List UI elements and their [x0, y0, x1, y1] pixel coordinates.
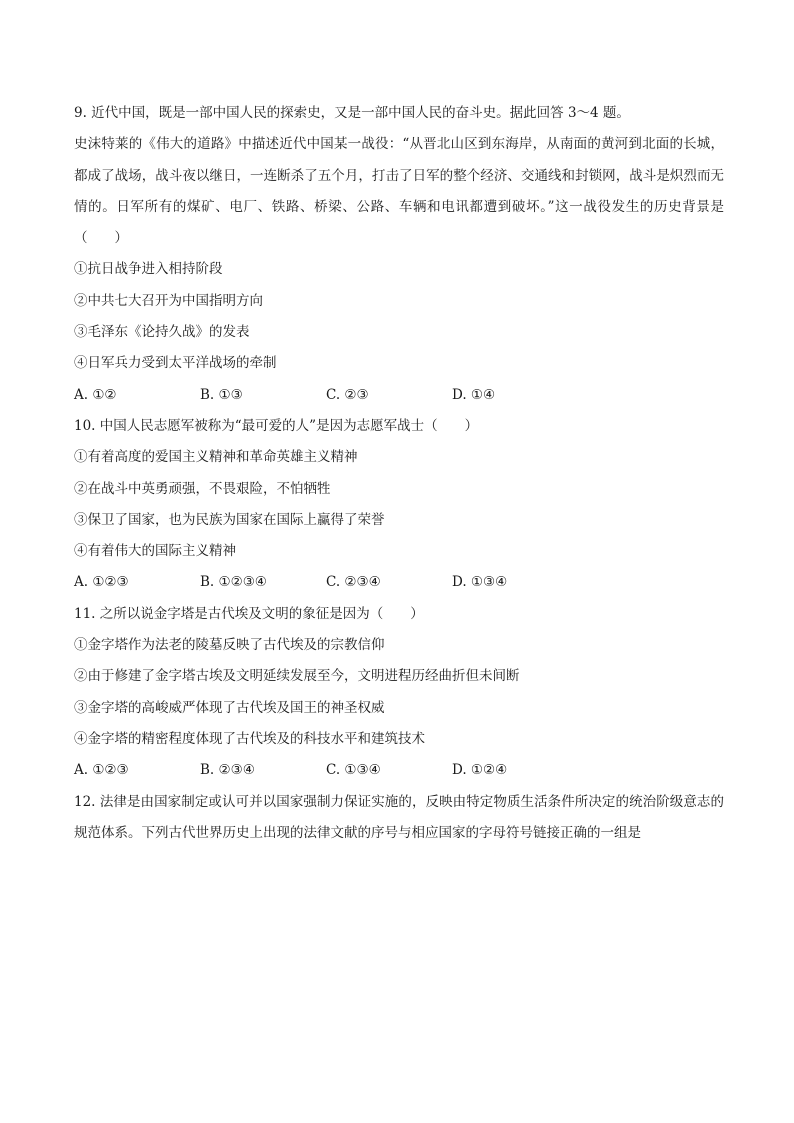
question-9-item-3: ③毛泽东《论持久战》的发表 — [74, 324, 250, 341]
question-11-item-1: ①金字塔作为法老的陵墓反映了古代埃及的宗教信仰 — [74, 637, 385, 654]
question-10 — [74, 411, 724, 599]
option-a: A. ①② — [74, 386, 117, 403]
question-10-item-3: ③保卫了国家，也为民族为国家在国际上赢得了荣誉 — [74, 511, 385, 528]
question-11-item-2: ②由于修建了金字塔古埃及文明延续发展至今，文明进程历经曲折但未间断 — [74, 668, 520, 685]
option-d: D. ①②④ — [452, 762, 508, 779]
option-b: B. ②③④ — [200, 762, 255, 779]
option-a: A. ①②③ — [74, 574, 129, 591]
option-d: D. ①③④ — [452, 574, 508, 591]
option-b: B. ①②③④ — [200, 574, 267, 591]
question-11 — [74, 599, 724, 787]
question-9-options — [74, 380, 724, 411]
question-9-stem: 9. 近代中国，既是一部中国人民的探索史，又是一部中国人民的奋斗史。据此回答 3～4 题。 — [74, 105, 630, 121]
question-9-item-1: ①抗日战争进入相持阶段 — [74, 261, 223, 278]
question-11-item-3: ③金字塔的高峻威严体现了古代埃及国王的神圣权威 — [74, 699, 385, 716]
option-a: A. ①②③ — [74, 762, 129, 779]
question-9-item-4: ④日军兵力受到太平洋战场的牵制 — [74, 355, 277, 372]
question-11-stem: 11. 之所以说金字塔是古代埃及文明的象征是因为（ ） — [74, 605, 424, 622]
question-12-stem: 12. 法律是由国家制定或认可并以国家强制力保证实施的，反映由特定物质生活条件所决定的统治阶级意志的规范体系。下列古代世界历史上出现的法律文献的序号与相应国家的字母符号链接正确的一组是 — [74, 793, 724, 841]
question-10-item-1: ①有着高度的爱国主义精神和革命英雄主义精神 — [74, 449, 358, 466]
exam-page — [74, 98, 724, 849]
question-9 — [74, 98, 724, 411]
question-12 — [74, 787, 724, 850]
option-c: C. ②③④ — [326, 574, 381, 591]
option-c: C. ②③ — [326, 386, 369, 403]
option-b: B. ①③ — [200, 386, 243, 403]
question-9-passage: 史沫特莱的《伟大的道路》中描述近代中国某一战役：“从晋北山区到东海岸，从南面的黄河到北面的长城，都成了战场，战斗夜以继日，一连断杀了五个月，打击了日军的整个经济、交通线和封锁网，战斗是炽烈而无情的。日军所有的煤矿、电厂、铁路、桥梁、公路、车辆和电讯都遭到破坏。”这一战役发生的历史背景是（ ） — [74, 136, 724, 247]
option-c: C. ①③④ — [326, 762, 381, 779]
question-11-options — [74, 755, 724, 786]
question-11-item-4: ④金字塔的精密程度体现了古代埃及的科技水平和建筑技术 — [74, 730, 425, 747]
question-10-item-2: ②在战斗中英勇顽强，不畏艰险，不怕牺牲 — [74, 480, 331, 497]
question-9-item-2: ②中共七大召开为中国指明方向 — [74, 292, 263, 309]
question-10-stem: 10. 中国人民志愿军被称为“最可爱的人”是因为志愿军战士（ ） — [74, 417, 479, 434]
option-d: D. ①④ — [452, 386, 496, 403]
question-10-options — [74, 567, 724, 598]
question-10-item-4: ④有着伟大的国际主义精神 — [74, 543, 236, 560]
